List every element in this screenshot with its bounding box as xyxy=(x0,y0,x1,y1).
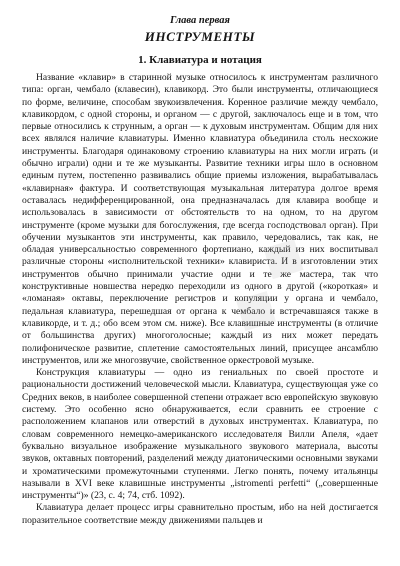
paragraph: Конструкция клавиатуры — одно из гениальных по своей простоте и рациональности достижений человеческой мысли. Клавиатура, существующая уже со Средних веков, в наиболее совершенной степени отражает всю европейскую звуковую систему. Это особенно ясно обнаруживается, если сравнить ее строение с расположением клапанов или отверстий в духовых инструментах. Клавиатура, по словам современного немецко-американского исследователя Вилли Апеля, «дает буквально визуальное изображение музыкального звукового материала, высоты звуков, октавных повторений, разделений между диатоническими основными звуками и хроматическими промежуточными ступенями. Легко понять, почему итальянцы называли в XVI веке клавишные инструменты „istromenti perfetti“ („совершенные инструменты“)» (23, с. 4; 74, стб. 1092). xyxy=(22,367,378,502)
chapter-title: ИНСТРУМЕНТЫ xyxy=(144,29,256,44)
watermark-graphic: ◆ ◆ xyxy=(213,223,318,343)
paragraph: Клавиатура делает процесс игры сравнительно простым, ибо на ней достигается поразительное соответствие между движениями пальцев и xyxy=(22,502,378,526)
chapter-label: Глава первая xyxy=(170,15,230,26)
paragraph: Название «клавир» в старинной музыке относилось к инструментам различного типа: орган, чембало (клавесин), клавикорд. Это были инструменты, отличающиеся по форме, величине, способам звукоизвлечения. Коренное различие между чембало, клавикордом, с одной стороны, и органом — с другой, заключалось еще и в том, что первые относились к струнным, а орган — к духовым инструментам. Общим для них всех являлся наличие клавиатуры. Именно клавиатура объединила столь несхожие инструменты. Благодаря одинаковому строению клавиатуры на них могли играть (и обычно играли) одни и те же музыканты. Развитие техники игры шло в основном единым путем, постепенно развивались общие приемы изложения, вырабатывалась «клавирная» фактура. И соответствующая музыкальная литература долгое время оставалась недифференцированной, она предназначалась для клавира вообще и использовалась в зависимости от обстоятельств то на одном, то на другом инструменте (кроме музыки для богослужения, где всегда господствовал орган). При обучении музыкантов эти инструменты, как правило, чередовались, так как, не обладая универсальностью современного фортепиано, каждый из них воспитывал различные стороны «исполнительской техники» клавириста. И в изготовлении этих инструментов обычно принимали участие одни и те же мастера, так что конструктивные новшества нередко переходили из одного в другой («короткая» и «ломаная» октавы, переключение регистров и копуляции у органа и чембало, педальная клавиатура, перешедшая от органа к чембало и встречавшаяся также в клавикорде, и т. д.; обо всем этом см. ниже). Все клавишные инструменты (в отличие от большинства других) многоголосные; каждый из них может передать полифоническое развитие, сплетение самостоятельных линий, присущее ансамблю инструментов, или же многозвучие, свойственное оркестровой музыке. xyxy=(22,72,378,366)
book-page xyxy=(22,14,378,527)
section-title: 1. Клавиатура и нотация xyxy=(138,54,262,66)
